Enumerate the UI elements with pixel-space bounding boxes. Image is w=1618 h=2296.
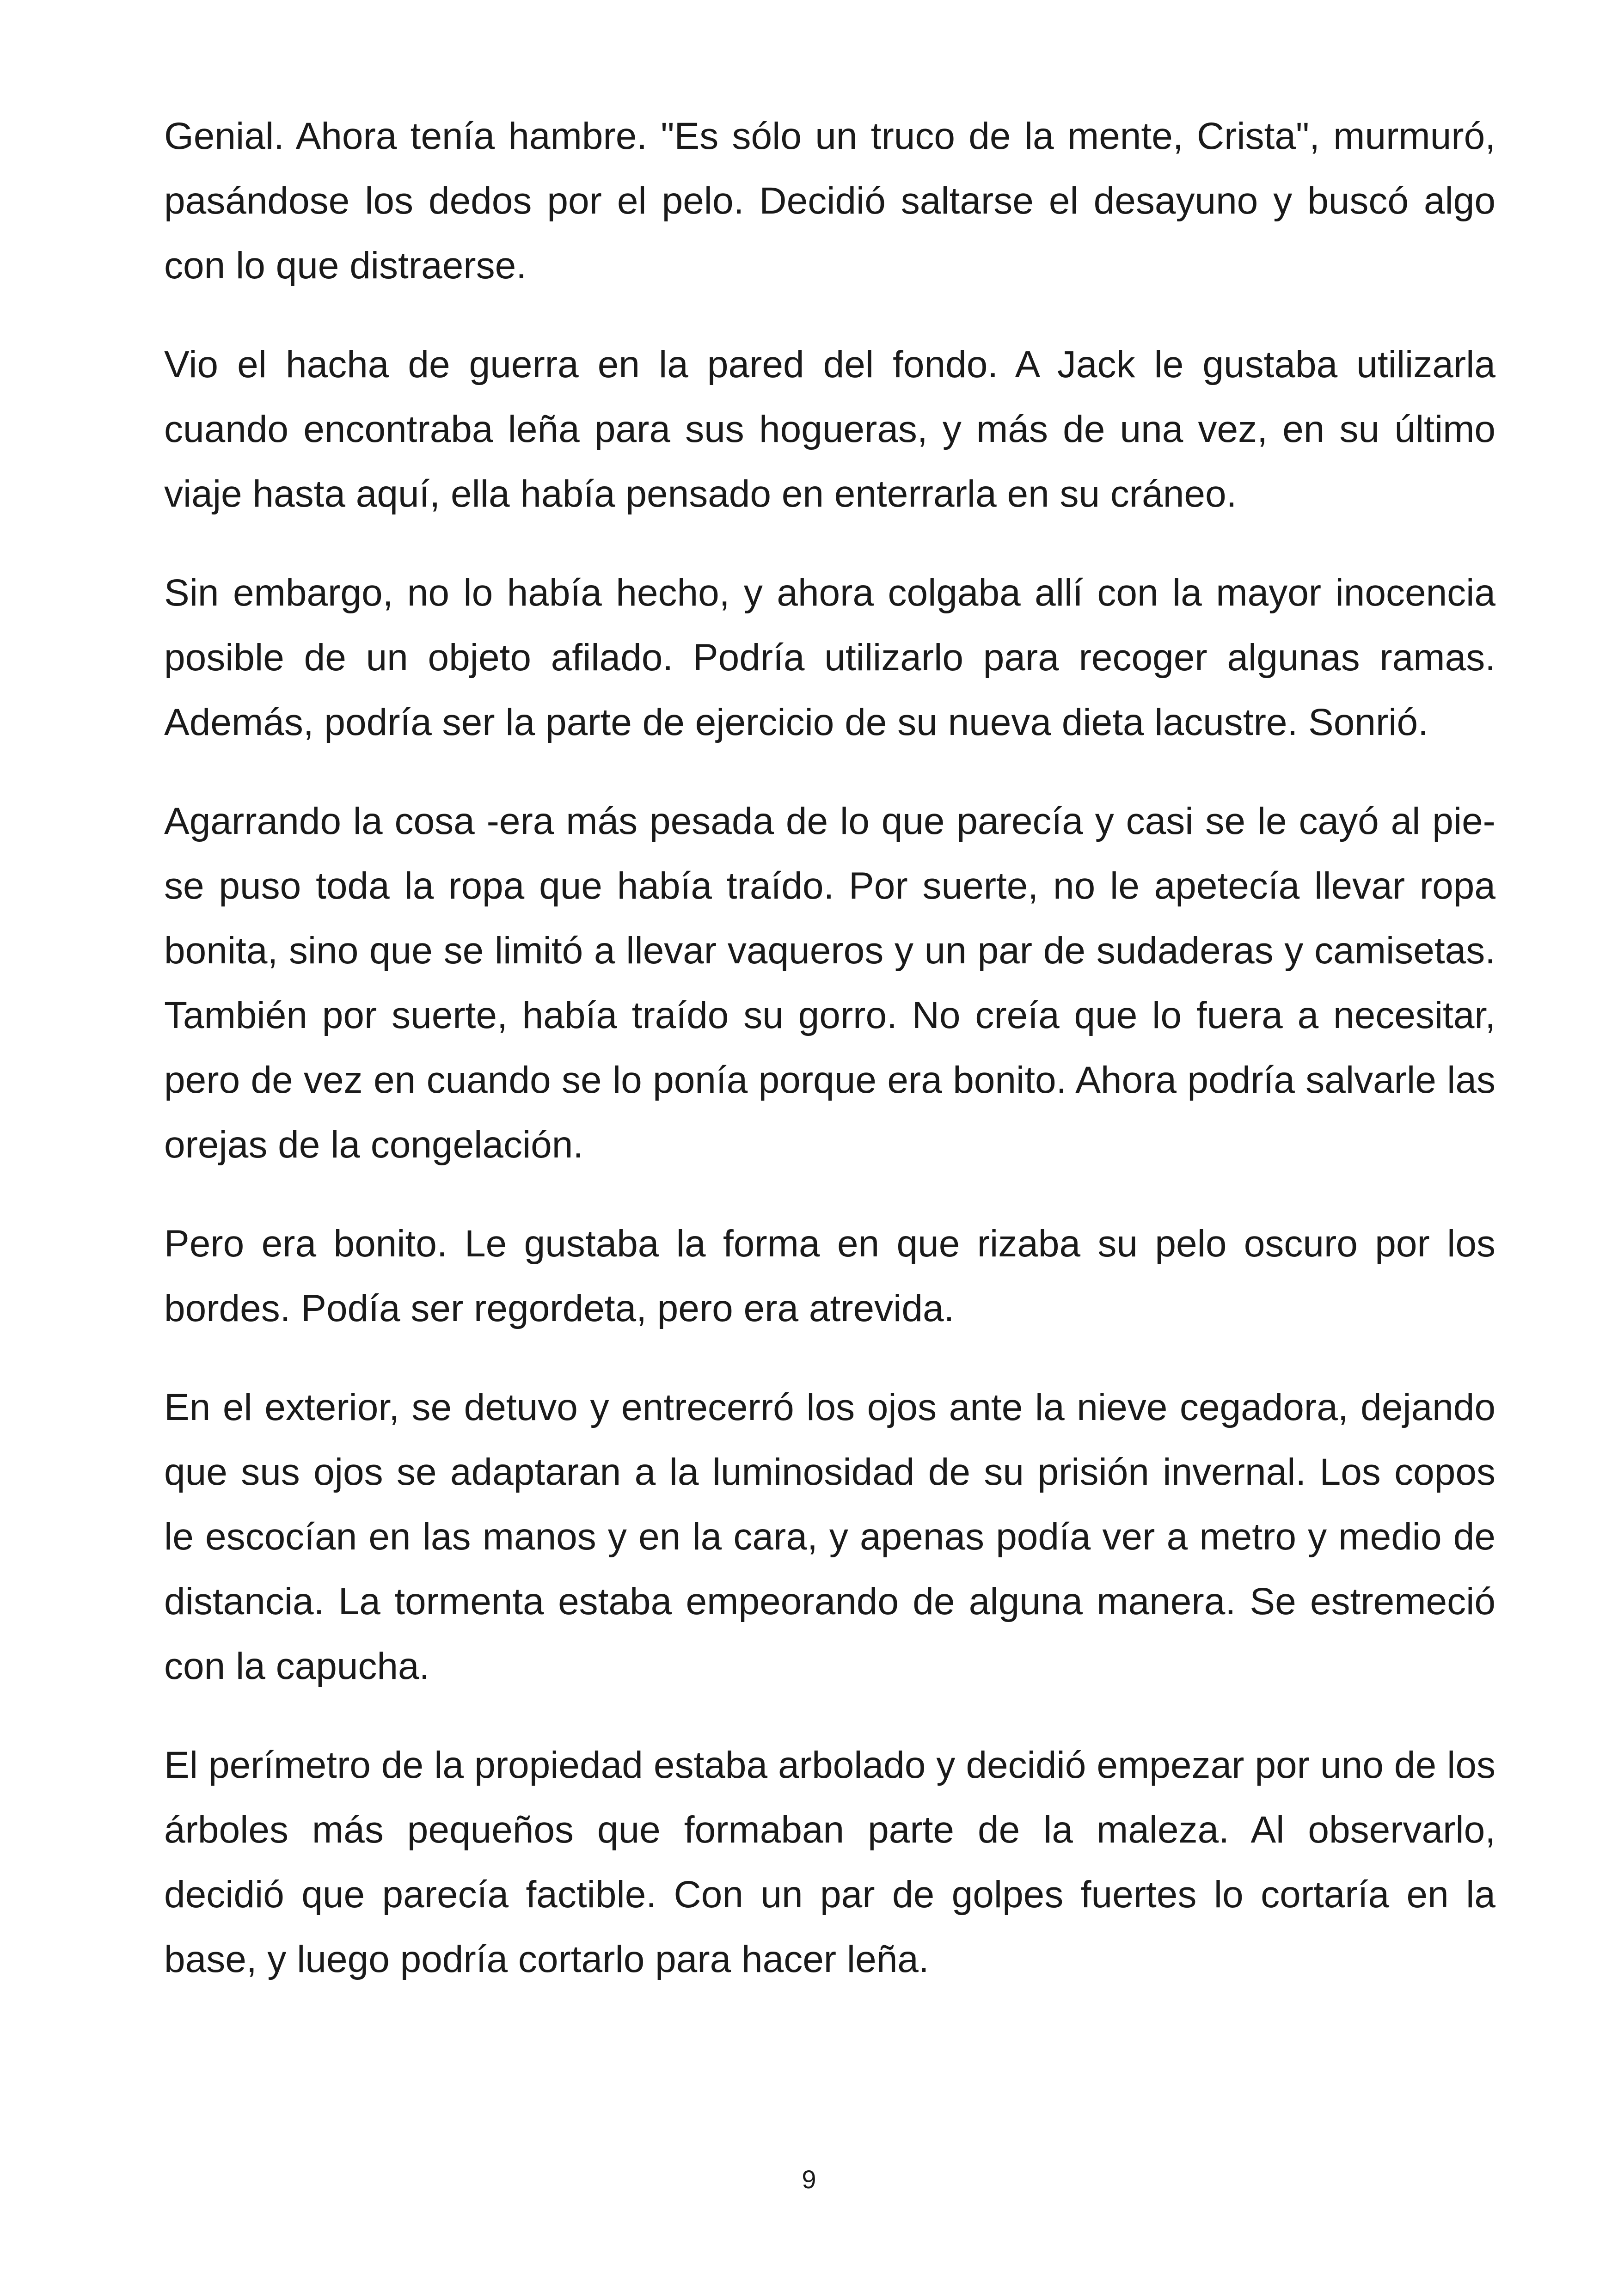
paragraph-6: En el exterior, se detuvo y entrecerró los ojos ante la nieve cegadora, dejando que sus ojos se adaptaran a la luminosidad de su prisión invernal. Los copos le escocían en las manos y en la cara, y apenas podía ver a metro y medio de distancia. La tormenta estaba empeorando de alguna manera. Se estremeció con la capucha.	[164, 1386, 1495, 1687]
page-number: 9	[802, 2165, 816, 2194]
paragraph-5: Pero era bonito. Le gustaba la forma en que rizaba su pelo oscuro por los bordes. Podía ser regordeta, pero era atrevida.	[164, 1223, 1495, 1329]
paragraph-1: Genial. Ahora tenía hambre. "Es sólo un truco de la mente, Crista", murmuró, pasándose los dedos por el pelo. Decidió saltarse el desayuno y buscó algo con lo que distraerse.	[164, 115, 1495, 287]
paragraph-2: Vio el hacha de guerra en la pared del fondo. A Jack le gustaba utilizarla cuando encontraba leña para sus hogueras, y más de una vez, en su último viaje hasta aquí, ella había pensado en enterrarla en su cráneo.	[164, 343, 1495, 515]
paragraph-7: El perímetro de la propiedad estaba arbolado y decidió empezar por uno de los árboles más pequeños que formaban parte de la maleza. Al observarlo, decidió que parecía factible. Con un par de golpes fuertes lo cortaría en la base, y luego podría cortarlo para hacer leña.	[164, 1744, 1495, 1980]
paragraph-4: Agarrando la cosa -era más pesada de lo que parecía y casi se le cayó al pie- se puso toda la ropa que había traído. Por suerte, no le apetecía llevar ropa bonita, sino que se limitó a llevar vaqueros y un par de sudaderas y camisetas. También por suerte, había traído su gorro. No creía que lo fuera a necesitar, pero de vez en cuando se lo ponía porque era bonito. Ahora podría salvarle las orejas de la congelación.	[164, 800, 1495, 1166]
paragraph-3: Sin embargo, no lo había hecho, y ahora colgaba allí con la mayor inocencia posible de un objeto afilado. Podría utilizarlo para recoger algunas ramas. Además, podría ser la parte de ejercicio de su nueva dieta lacustre. Sonrió.	[164, 572, 1495, 743]
body-text	[164, 104, 1495, 2026]
